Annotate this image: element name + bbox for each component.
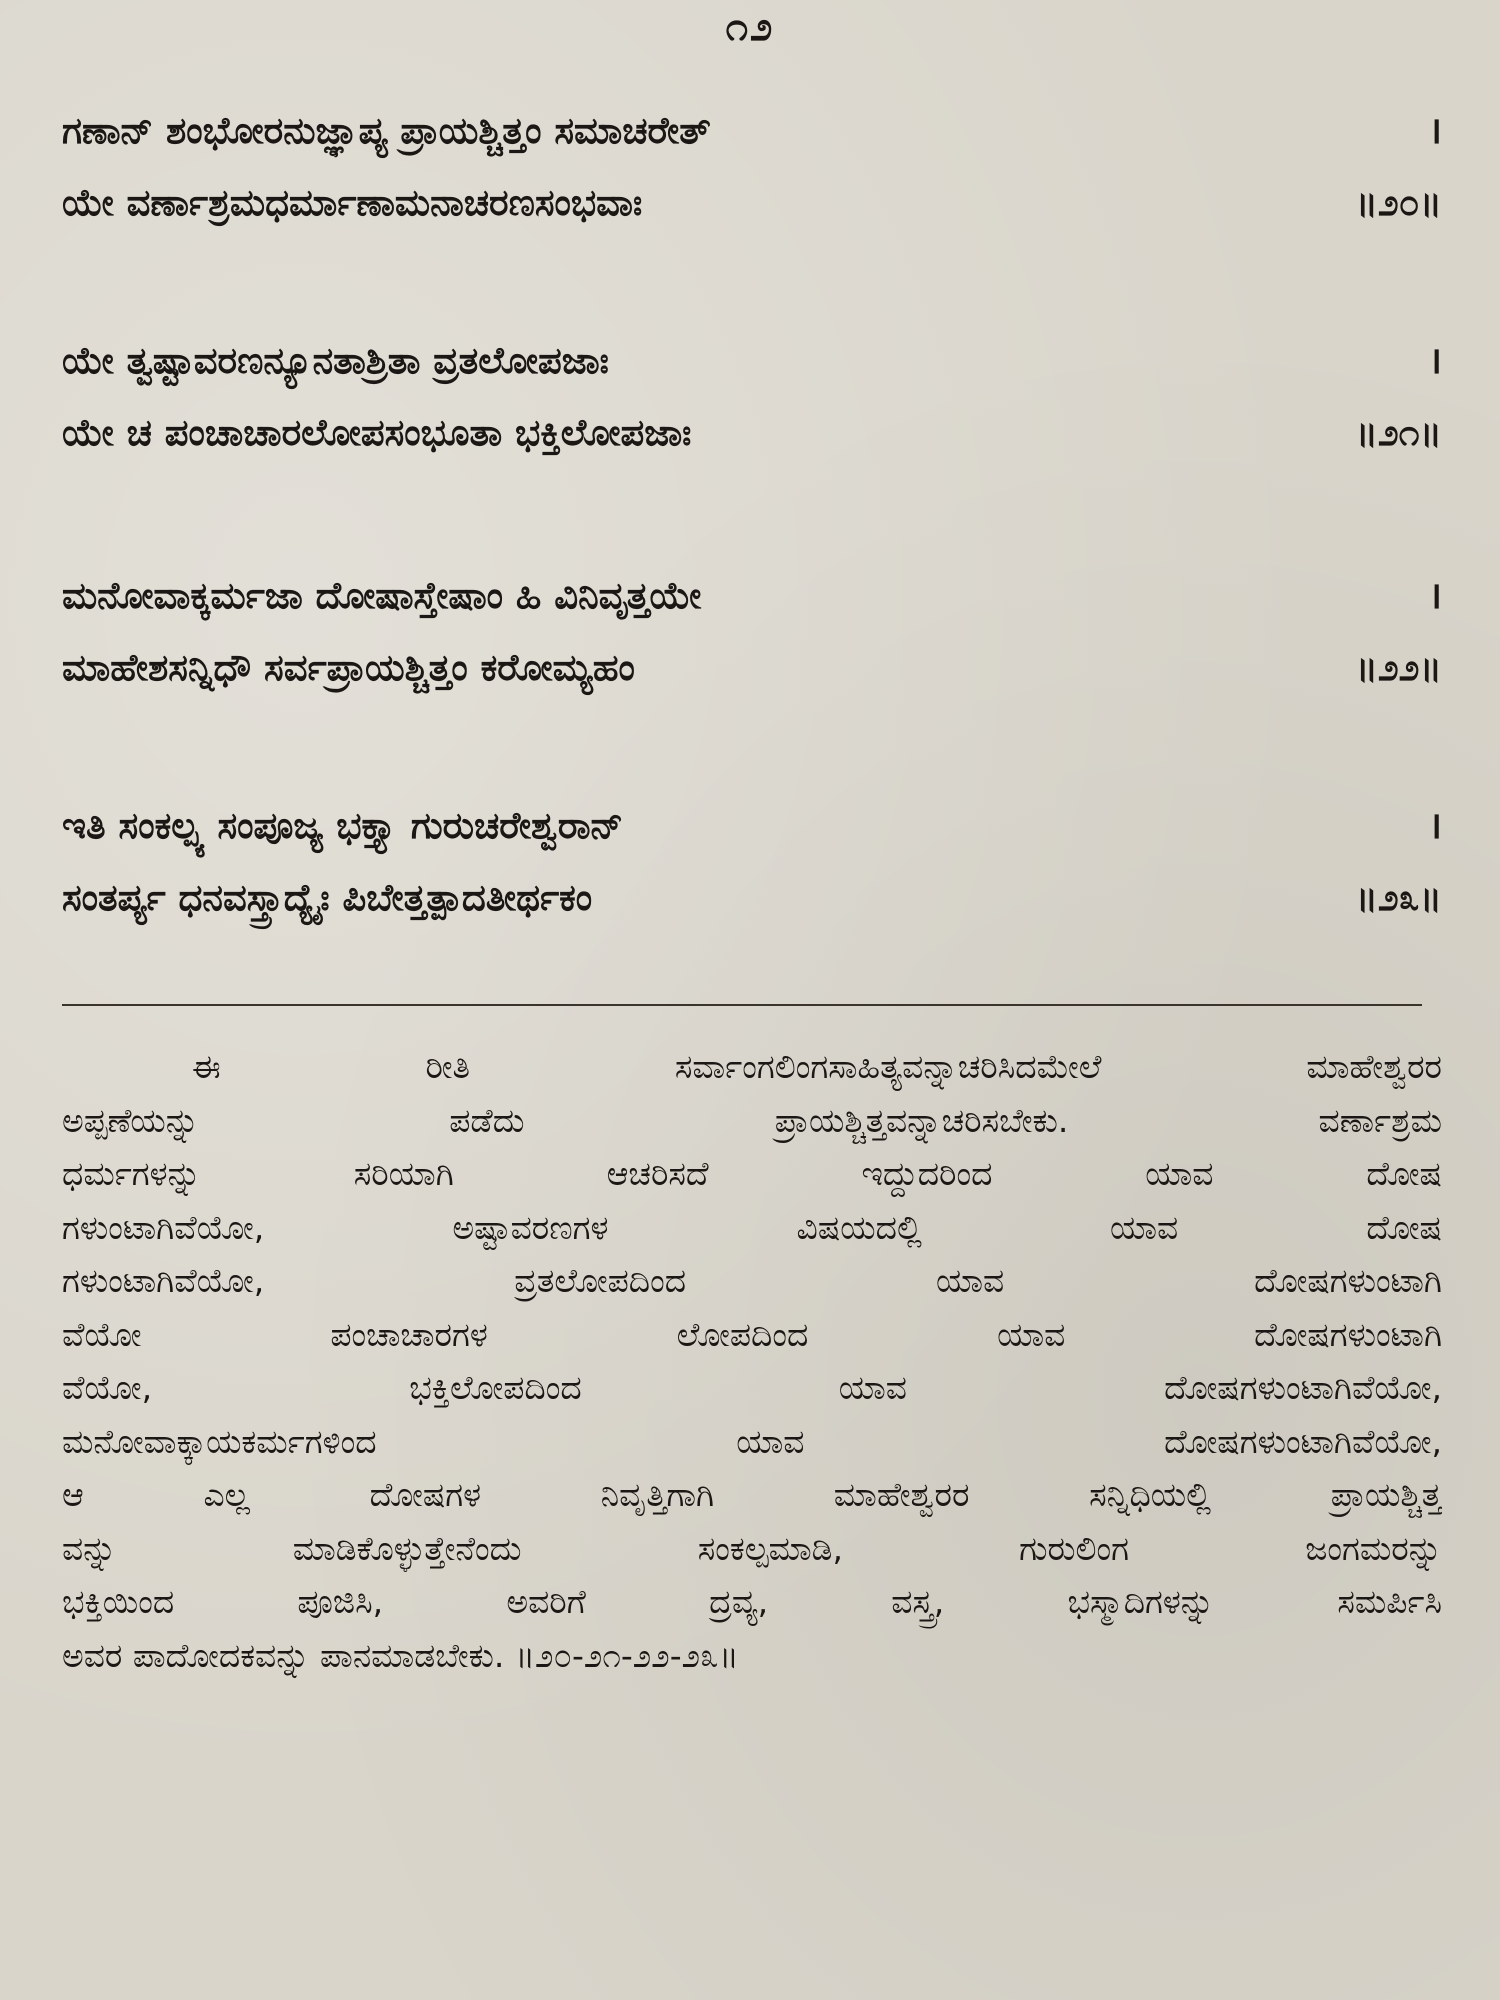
section-divider [62, 1004, 1422, 1006]
verse-number: ॥೨೧॥ [1355, 411, 1442, 454]
verse-line [62, 95, 1442, 167]
commentary-line: ವೆಯೋ ಪಂಚಾಚಾರಗಳ ಲೋಪದಿಂದ ಯಾವ ದೋಷಗಳುಂಟಾಗಿ [62, 1314, 1442, 1354]
verse-end-mark: । [1427, 339, 1442, 382]
verse-line [62, 862, 1442, 934]
verse-line [62, 790, 1442, 862]
verse-line [62, 397, 1442, 469]
commentary-line: ಭಕ್ತಿಯಿಂದ ಪೂಜಿಸಿ, ಅವರಿಗೆ ದ್ರವ್ಯ, ವಸ್ತ್ರ, ಭಸ್ಮಾದಿಗಳನ್ನು ಸಮರ್ಪಿಸಿ [62, 1582, 1442, 1621]
verse-block-22 [62, 560, 1442, 704]
verse-number: ॥೨೦॥ [1355, 181, 1442, 224]
commentary-line: ಈ ರೀತಿ ಸರ್ವಾಂಗಲಿಂಗಸಾಹಿತ್ಯವನ್ನಾಚರಿಸಿದಮೇಲೆ ಮಾಹೇಶ್ವರರ [192, 1047, 1442, 1086]
verse-text: ಸಂತರ್ಪ್ಯ ಧನವಸ್ತ್ರಾದ್ಯೈಃ ಪಿಬೇತ್ತತ್ಪಾದತೀರ್ಥಕಂ [62, 876, 593, 919]
commentary [62, 1040, 1442, 1682]
verse-end-mark: । [1427, 574, 1442, 617]
verse-text: ಇತಿ ಸಂಕಲ್ಪ್ಯ ಸಂಪೂಜ್ಯ ಭಕ್ತ್ಯಾ ಗುರುಚರೇಶ್ವರಾನ್ [62, 804, 624, 847]
commentary-line: ಆ ಎಲ್ಲ ದೋಷಗಳ ನಿವೃತ್ತಿಗಾಗಿ ಮಾಹೇಶ್ವರರ ಸನ್ನಿಧಿಯಲ್ಲಿ ಪ್ರಾಯಶ್ಚಿತ್ತ [62, 1475, 1442, 1514]
page-number: ೧೨ [725, 4, 775, 50]
commentary-line: ಗಳುಂಟಾಗಿವೆಯೋ, ಅಷ್ಟಾವರಣಗಳ ವಿಷಯದಲ್ಲಿ ಯಾವ ದೋಷ [62, 1207, 1442, 1247]
verse-block-21 [62, 325, 1442, 469]
verse-text: ಮಾಹೇಶಸನ್ನಿಧೌ ಸರ್ವಪ್ರಾಯಶ್ಚಿತ್ತಂ ಕರೋಮ್ಯಹಂ [62, 646, 635, 689]
commentary-line: ಮನೋವಾಕ್ಕಾಯಕರ್ಮಗಳಿಂದ ಯಾವ ದೋಷಗಳುಂಟಾಗಿವೆಯೋ, [62, 1421, 1442, 1461]
verse-text: ಗಣಾನ್ ಶಂಭೋರನುಜ್ಞಾಪ್ಯ ಪ್ರಾಯಶ್ಚಿತ್ತಂ ಸಮಾಚರೇತ್ [62, 109, 711, 152]
verse-block-20 [62, 95, 1442, 239]
commentary-line: ಅವರ ಪಾದೋದಕವನ್ನು ಪಾನಮಾಡಬೇಕು. ॥೨೦-೨೧-೨೨-೨೩॥ [62, 1635, 739, 1675]
verse-end-mark: । [1427, 109, 1442, 152]
verse-line [62, 167, 1442, 239]
verse-text: ಮನೋವಾಕ್ಕರ್ಮಜಾ ದೋಷಾಸ್ತೇಷಾಂ ಹಿ ವಿನಿವೃತ್ತಯೇ [62, 574, 702, 617]
verse-text: ಯೇ ಚ ಪಂಚಾಚಾರಲೋಪಸಂಭೂತಾ ಭಕ್ತಿಲೋಪಜಾಃ [62, 411, 692, 454]
verse-text: ಯೇ ವರ್ಣಾಶ್ರಮಧರ್ಮಾಣಾಮನಾಚರಣಸಂಭವಾಃ [62, 181, 643, 224]
commentary-line: ಅಪ್ಪಣೆಯನ್ನು ಪಡೆದು ಪ್ರಾಯಶ್ಚಿತ್ತವನ್ನಾಚರಿಸಬೇಕು. ವರ್ಣಾಶ್ರಮ [62, 1100, 1442, 1140]
verse-text: ಯೇ ತ್ವಷ್ಟಾವರಣನ್ಯೂನತಾಶ್ರಿತಾ ವ್ರತಲೋಪಜಾಃ [62, 339, 609, 382]
commentary-line: ವನ್ನು ಮಾಡಿಕೊಳ್ಳುತ್ತೇನೆಂದು ಸಂಕಲ್ಪಮಾಡಿ, ಗುರುಲಿಂಗ ಜಂಗಮರನ್ನು [62, 1528, 1442, 1568]
commentary-line: ಗಳುಂಟಾಗಿವೆಯೋ, ವ್ರತಲೋಪದಿಂದ ಯಾವ ದೋಷಗಳುಂಟಾಗಿ [62, 1261, 1442, 1300]
verse-line [62, 325, 1442, 397]
verse-block-23 [62, 790, 1442, 934]
verse-number: ॥೨೩॥ [1355, 876, 1442, 919]
verse-end-mark: । [1427, 804, 1442, 847]
commentary-line: ಧರ್ಮಗಳನ್ನು ಸರಿಯಾಗಿ ಆಚರಿಸದೆ ಇದ್ದುದರಿಂದ ಯಾವ ದೋಷ [62, 1154, 1442, 1193]
verse-number: ॥೨೨॥ [1355, 646, 1442, 689]
commentary-line: ವೆಯೋ, ಭಕ್ತಿಲೋಪದಿಂದ ಯಾವ ದೋಷಗಳುಂಟಾಗಿವೆಯೋ, [62, 1368, 1442, 1407]
verse-line [62, 560, 1442, 632]
verse-line [62, 632, 1442, 704]
